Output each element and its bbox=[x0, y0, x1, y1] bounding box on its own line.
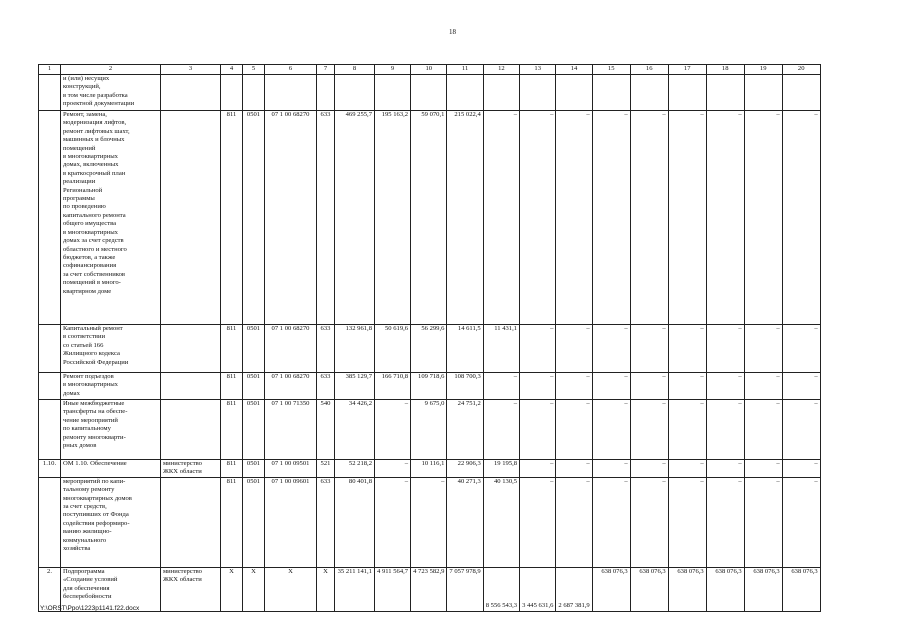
table-cell-col-20: – bbox=[782, 373, 820, 400]
table-cell-col-3 bbox=[161, 477, 221, 567]
table-cell-col-6: 07 1 00 09501 bbox=[265, 460, 317, 478]
table-cell-col-16: – bbox=[630, 373, 668, 400]
table-cell-col-5: 0501 bbox=[243, 400, 265, 460]
table-cell-col-19: – bbox=[744, 373, 782, 400]
table-cell-col-2: Иные межбюджетные трансферты на обеспе- чение мероприятий по капитальному ремонту многокварти- рных домов bbox=[61, 400, 161, 460]
table-cell-col-6: 07 1 00 09601 bbox=[265, 477, 317, 567]
table-cell-col-17: 638 076,3 bbox=[668, 567, 706, 611]
table-cell-col-4: 811 bbox=[221, 400, 243, 460]
table-cell-col-12: 8 556 543,3 bbox=[483, 567, 519, 611]
table-cell-col-20 bbox=[782, 75, 820, 111]
table-cell-col-7: 633 bbox=[317, 325, 335, 373]
table-cell-col-11: 7 057 978,9 bbox=[447, 567, 483, 611]
table-cell-col-1 bbox=[39, 75, 61, 111]
table-cell-col-14: – bbox=[556, 477, 592, 567]
table-cell-col-18: 638 076,3 bbox=[706, 567, 744, 611]
table-cell-col-11: 40 271,3 bbox=[447, 477, 483, 567]
table-cell-col-8: 469 255,7 bbox=[335, 111, 375, 325]
table-cell-col-19: – bbox=[744, 111, 782, 325]
table-cell-col-20: – bbox=[782, 460, 820, 478]
table-cell-col-11 bbox=[447, 75, 483, 111]
table-cell-col-1 bbox=[39, 400, 61, 460]
table-cell-col-16: – bbox=[630, 460, 668, 478]
table-cell-col-7: 540 bbox=[317, 400, 335, 460]
table-cell-col-15: – bbox=[592, 373, 630, 400]
table-cell-col-14: 2 687 381,9 bbox=[556, 567, 592, 611]
table-cell-col-19: 638 076,3 bbox=[744, 567, 782, 611]
table-cell-col-1 bbox=[39, 373, 61, 400]
table-cell-col-9: 195 163,2 bbox=[375, 111, 411, 325]
table-row bbox=[39, 400, 821, 460]
header-cell: 3 bbox=[161, 65, 221, 75]
table-cell-col-17 bbox=[668, 75, 706, 111]
table-cell-col-9 bbox=[375, 75, 411, 111]
table-cell-col-14: – bbox=[556, 373, 592, 400]
header-cell: 18 bbox=[706, 65, 744, 75]
table-cell-col-12: – bbox=[483, 400, 519, 460]
table-cell-col-2: Ремонт, замена, модернизация лифтов, ремонт лифтовых шахт, машинных и блочных помещений в многоквартирных домах, включенных в краткосрочный план реализации Региональной программы по проведению капитального ремонта общего имущества в многоквартирных домах за счет средств областного и местного бюджетов, а также софинансирования за счет собственников помещений в много- квартирном доме bbox=[61, 111, 161, 325]
table-cell-col-13: 3 445 631,6 bbox=[520, 567, 556, 611]
header-cell: 14 bbox=[556, 65, 592, 75]
table-cell-col-5: 0501 bbox=[243, 477, 265, 567]
table-cell-col-15: – bbox=[592, 111, 630, 325]
table-row bbox=[39, 567, 821, 611]
table-cell-col-9: – bbox=[375, 460, 411, 478]
table-cell-col-14: – bbox=[556, 325, 592, 373]
table-cell-col-18: – bbox=[706, 325, 744, 373]
table-cell-col-14: – bbox=[556, 400, 592, 460]
table-cell-col-11: 24 751,2 bbox=[447, 400, 483, 460]
table-cell-col-15: – bbox=[592, 477, 630, 567]
table-cell-col-1: 2. bbox=[39, 567, 61, 611]
table-cell-col-19: – bbox=[744, 400, 782, 460]
table-cell-col-19: – bbox=[744, 477, 782, 567]
table-cell-col-2: Ремонт подъездов в многоквартирных домах bbox=[61, 373, 161, 400]
header-cell: 9 bbox=[375, 65, 411, 75]
table-cell-col-13 bbox=[520, 75, 556, 111]
table-cell-col-13: – bbox=[520, 477, 556, 567]
table-cell-col-6: 07 1 00 68270 bbox=[265, 325, 317, 373]
table-cell-col-15: – bbox=[592, 460, 630, 478]
header-cell: 4 bbox=[221, 65, 243, 75]
table-cell-col-2: мероприятий по капи- тальному ремонту многоквартирных домов за счет средств, поступивших от Фонда содействия реформиро- ванию жилищно- коммунального хозяйства bbox=[61, 477, 161, 567]
table-cell-col-1 bbox=[39, 325, 61, 373]
table-cell-col-13: – bbox=[520, 460, 556, 478]
table-cell-col-13: – bbox=[520, 325, 556, 373]
table-cell-col-16: – bbox=[630, 400, 668, 460]
table-cell-col-13: – bbox=[520, 400, 556, 460]
table-cell-col-7: 521 bbox=[317, 460, 335, 478]
table-cell-col-8: 35 211 141,1 bbox=[335, 567, 375, 611]
table-cell-col-3 bbox=[161, 75, 221, 111]
header-cell: 1 bbox=[39, 65, 61, 75]
table-cell-col-10: 10 116,1 bbox=[411, 460, 447, 478]
table-row bbox=[39, 325, 821, 373]
table-cell-col-16: – bbox=[630, 477, 668, 567]
header-cell: 7 bbox=[317, 65, 335, 75]
table-cell-col-1: 1.10. bbox=[39, 460, 61, 478]
table-cell-col-9: – bbox=[375, 400, 411, 460]
table-cell-col-18: – bbox=[706, 373, 744, 400]
table-cell-col-20: – bbox=[782, 400, 820, 460]
header-cell: 12 bbox=[483, 65, 519, 75]
header-cell: 6 bbox=[265, 65, 317, 75]
table-cell-col-9: 166 710,8 bbox=[375, 373, 411, 400]
table-cell-col-4: 811 bbox=[221, 111, 243, 325]
table-cell-col-18: – bbox=[706, 400, 744, 460]
table-cell-col-12: – bbox=[483, 373, 519, 400]
table-cell-col-20: – bbox=[782, 325, 820, 373]
table-cell-col-10: 59 070,1 bbox=[411, 111, 447, 325]
table-cell-col-3 bbox=[161, 325, 221, 373]
table-cell-col-12: 19 195,8 bbox=[483, 460, 519, 478]
table-cell-col-10: 4 723 582,9 bbox=[411, 567, 447, 611]
file-path-footer: Y:\ORST\Ppo\1223p1141.f22.docx bbox=[40, 605, 140, 612]
table-cell-col-7: 633 bbox=[317, 477, 335, 567]
table-cell-col-3 bbox=[161, 111, 221, 325]
table-cell-col-20: – bbox=[782, 477, 820, 567]
table-cell-col-6: 07 1 00 68270 bbox=[265, 111, 317, 325]
table-cell-col-14: – bbox=[556, 460, 592, 478]
table-cell-col-19 bbox=[744, 75, 782, 111]
table-cell-col-12: 40 130,5 bbox=[483, 477, 519, 567]
table-cell-col-14: – bbox=[556, 111, 592, 325]
table-cell-col-9: – bbox=[375, 477, 411, 567]
header-cell: 11 bbox=[447, 65, 483, 75]
table-cell-col-19: – bbox=[744, 325, 782, 373]
table-cell-col-14 bbox=[556, 75, 592, 111]
table-cell-col-1 bbox=[39, 477, 61, 567]
table-cell-col-9: 4 911 564,7 bbox=[375, 567, 411, 611]
table-cell-col-6: X bbox=[265, 567, 317, 611]
table-cell-col-4: 811 bbox=[221, 477, 243, 567]
table-cell-col-8: 385 129,7 bbox=[335, 373, 375, 400]
table-cell-col-18: – bbox=[706, 111, 744, 325]
table-cell-col-7: X bbox=[317, 567, 335, 611]
table-cell-col-5: 0501 bbox=[243, 111, 265, 325]
table-cell-col-18: – bbox=[706, 460, 744, 478]
table-cell-col-8: 132 961,8 bbox=[335, 325, 375, 373]
header-cell: 8 bbox=[335, 65, 375, 75]
table-cell-col-15 bbox=[592, 75, 630, 111]
table-cell-col-5: 0501 bbox=[243, 373, 265, 400]
table-cell-col-19: – bbox=[744, 460, 782, 478]
table-row bbox=[39, 111, 821, 325]
table-row bbox=[39, 477, 821, 567]
table-cell-col-16 bbox=[630, 75, 668, 111]
table-cell-col-17: – bbox=[668, 400, 706, 460]
header-cell: 19 bbox=[744, 65, 782, 75]
table-cell-col-15: – bbox=[592, 400, 630, 460]
table-row bbox=[39, 460, 821, 478]
header-cell: 10 bbox=[411, 65, 447, 75]
table-cell-col-4: X bbox=[221, 567, 243, 611]
table-cell-col-16: – bbox=[630, 325, 668, 373]
table-cell-col-17: – bbox=[668, 325, 706, 373]
table-cell-col-2: ОМ 1.10. Обеспечение bbox=[61, 460, 161, 478]
table-cell-col-12: – bbox=[483, 111, 519, 325]
table-row bbox=[39, 75, 821, 111]
table-cell-col-4: 811 bbox=[221, 373, 243, 400]
table-cell-col-3 bbox=[161, 400, 221, 460]
table-cell-col-16: – bbox=[630, 111, 668, 325]
table-cell-col-10: 9 675,0 bbox=[411, 400, 447, 460]
header-cell: 17 bbox=[668, 65, 706, 75]
table-cell-col-20: 638 076,3 bbox=[782, 567, 820, 611]
table-cell-col-10 bbox=[411, 75, 447, 111]
table-cell-col-4 bbox=[221, 75, 243, 111]
table-cell-col-13: – bbox=[520, 111, 556, 325]
table-cell-col-5 bbox=[243, 75, 265, 111]
table-cell-col-5: 0501 bbox=[243, 325, 265, 373]
table-cell-col-11: 14 611,5 bbox=[447, 325, 483, 373]
header-cell: 5 bbox=[243, 65, 265, 75]
table-cell-col-15: 638 076,3 bbox=[592, 567, 630, 611]
table-cell-col-2: Капитальный ремонт в соответствии со статьей 166 Жилищного кодекса Российской Федерации bbox=[61, 325, 161, 373]
header-row bbox=[39, 65, 821, 75]
table-cell-col-7: 633 bbox=[317, 111, 335, 325]
table-cell-col-8: 52 218,2 bbox=[335, 460, 375, 478]
table-cell-col-2: Подпрограмма «Создание условий для обеспечения бесперебойности bbox=[61, 567, 161, 611]
page-number: 18 bbox=[449, 28, 456, 36]
table-cell-col-5: 0501 bbox=[243, 460, 265, 478]
budget-table bbox=[38, 64, 821, 612]
table-cell-col-8 bbox=[335, 75, 375, 111]
table-cell-col-17: – bbox=[668, 111, 706, 325]
header-cell: 16 bbox=[630, 65, 668, 75]
table-cell-col-7: 633 bbox=[317, 373, 335, 400]
table-cell-col-11: 22 906,3 bbox=[447, 460, 483, 478]
table-cell-col-7 bbox=[317, 75, 335, 111]
table-cell-col-5: X bbox=[243, 567, 265, 611]
table-cell-col-4: 811 bbox=[221, 325, 243, 373]
table-cell-col-11: 108 700,3 bbox=[447, 373, 483, 400]
table-cell-col-6: 07 1 00 68270 bbox=[265, 373, 317, 400]
header-cell: 13 bbox=[520, 65, 556, 75]
table-cell-col-12 bbox=[483, 75, 519, 111]
table-cell-col-3 bbox=[161, 373, 221, 400]
table-cell-col-2: и (или) несущих конструкций, в том числе разработка проектной документации bbox=[61, 75, 161, 111]
table-cell-col-20: – bbox=[782, 111, 820, 325]
table-cell-col-17: – bbox=[668, 460, 706, 478]
table-cell-col-12: 11 431,1 bbox=[483, 325, 519, 373]
table-cell-col-17: – bbox=[668, 373, 706, 400]
table-cell-col-4: 811 bbox=[221, 460, 243, 478]
table-cell-col-3: министерство ЖКХ области bbox=[161, 460, 221, 478]
table-cell-col-9: 50 619,6 bbox=[375, 325, 411, 373]
table-cell-col-3: министерство ЖКХ области bbox=[161, 567, 221, 611]
table-cell-col-6: 07 1 00 71350 bbox=[265, 400, 317, 460]
table-cell-col-16: 638 076,3 bbox=[630, 567, 668, 611]
header-cell: 20 bbox=[782, 65, 820, 75]
table-cell-col-6 bbox=[265, 75, 317, 111]
table-cell-col-11: 215 022,4 bbox=[447, 111, 483, 325]
table-cell-col-15: – bbox=[592, 325, 630, 373]
table-cell-col-8: 34 426,2 bbox=[335, 400, 375, 460]
table-cell-col-10: – bbox=[411, 477, 447, 567]
table-cell-col-17: – bbox=[668, 477, 706, 567]
table-cell-col-1 bbox=[39, 111, 61, 325]
table-cell-col-13: – bbox=[520, 373, 556, 400]
table-cell-col-8: 80 401,8 bbox=[335, 477, 375, 567]
table-cell-col-10: 109 718,6 bbox=[411, 373, 447, 400]
table-cell-col-18 bbox=[706, 75, 744, 111]
header-cell: 2 bbox=[61, 65, 161, 75]
table-cell-col-10: 56 299,6 bbox=[411, 325, 447, 373]
header-cell: 15 bbox=[592, 65, 630, 75]
table-cell-col-18: – bbox=[706, 477, 744, 567]
table-row bbox=[39, 373, 821, 400]
